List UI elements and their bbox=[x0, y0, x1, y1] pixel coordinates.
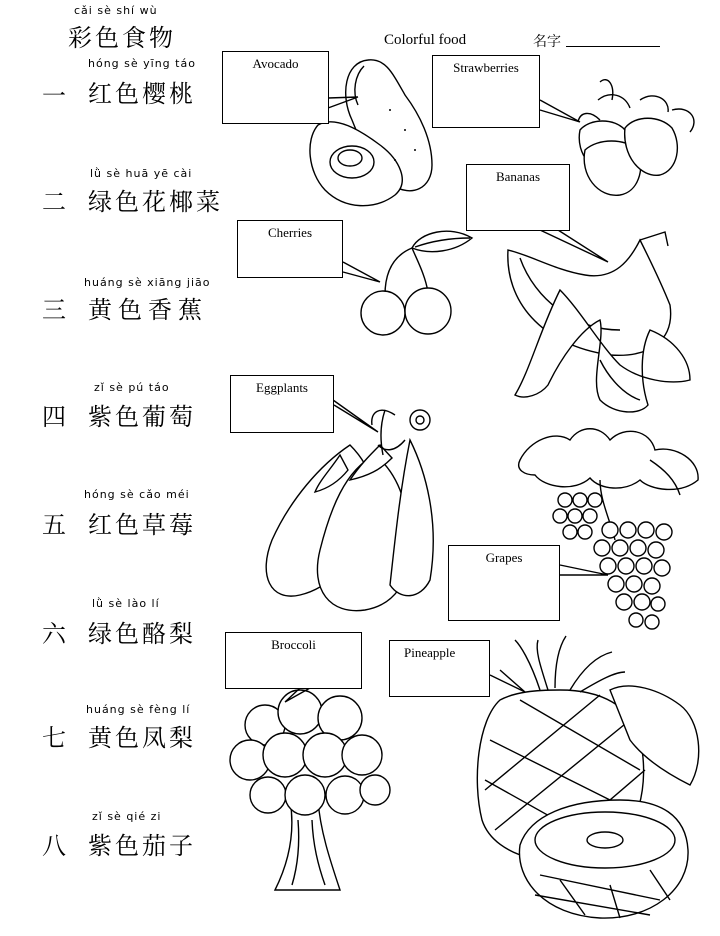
row-pinyin: lǜ sè huā yē cài bbox=[90, 167, 193, 180]
eggplants-label-box[interactable] bbox=[230, 375, 334, 433]
row-number: 八 bbox=[42, 832, 66, 860]
row-number: 四 bbox=[42, 403, 66, 431]
row-hanzi: 红色樱桃 bbox=[88, 80, 196, 108]
name-label: 名字 bbox=[533, 34, 561, 50]
row-number: 一 bbox=[42, 82, 66, 110]
row-hanzi: 红色草莓 bbox=[88, 511, 196, 539]
grapes-label-box[interactable] bbox=[448, 545, 560, 621]
row-pinyin: lǜ sè lào lí bbox=[92, 597, 160, 610]
row-hanzi: 黄色凤梨 bbox=[88, 724, 196, 752]
eggplants-illustration bbox=[266, 410, 433, 611]
worksheet-title: 彩色食物 bbox=[68, 24, 176, 52]
row-pinyin: hóng sè cǎo méi bbox=[84, 488, 190, 501]
eggplants-label: Eggplants bbox=[256, 380, 308, 395]
broccoli-label-box[interactable] bbox=[225, 632, 362, 689]
row-pinyin: zǐ sè pú táo bbox=[94, 381, 170, 394]
pineapple-label: Pineapple bbox=[404, 645, 456, 660]
row-hanzi: 绿色花椰菜 bbox=[88, 188, 223, 216]
bananas-label: Bananas bbox=[495, 169, 541, 184]
row-number: 七 bbox=[42, 724, 66, 752]
cherries-label: Cherries bbox=[267, 225, 313, 240]
row-number: 五 bbox=[42, 511, 66, 539]
row-hanzi: 紫色葡萄 bbox=[88, 403, 196, 431]
row-pinyin: hóng sè yīng táo bbox=[88, 57, 196, 70]
strawberries-label-box[interactable] bbox=[432, 55, 540, 128]
row-hanzi: 黄色香蕉 bbox=[88, 296, 208, 324]
broccoli-illustration bbox=[230, 690, 390, 890]
row-pinyin: huáng sè fèng lí bbox=[86, 703, 191, 716]
row-number: 二 bbox=[42, 188, 66, 216]
cherries-label-box[interactable] bbox=[237, 220, 343, 278]
strawberries-illustration bbox=[578, 80, 694, 196]
row-pinyin: zǐ sè qié zi bbox=[92, 810, 162, 823]
strawberries-label: Strawberries bbox=[453, 60, 519, 75]
row-number: 三 bbox=[42, 296, 66, 324]
row-hanzi: 紫色茄子 bbox=[88, 832, 196, 860]
bananas-label-box[interactable] bbox=[466, 164, 570, 231]
title-pinyin: cǎi sè shí wù bbox=[74, 4, 158, 17]
pineapple-illustration bbox=[477, 636, 698, 918]
avocado-label-box[interactable] bbox=[222, 51, 329, 124]
grapes-label: Grapes bbox=[485, 550, 523, 565]
english-title: Colorful food bbox=[384, 32, 467, 48]
row-number: 六 bbox=[42, 620, 66, 648]
bananas-illustration bbox=[508, 232, 690, 412]
row-pinyin: huáng sè xiāng jiāo bbox=[84, 276, 211, 289]
avocado-label: Avocado bbox=[252, 56, 299, 71]
pineapple-label-box[interactable] bbox=[389, 640, 490, 697]
cherries-illustration bbox=[361, 231, 472, 335]
row-hanzi: 绿色酪梨 bbox=[88, 620, 196, 648]
broccoli-label: Broccoli bbox=[271, 637, 316, 652]
